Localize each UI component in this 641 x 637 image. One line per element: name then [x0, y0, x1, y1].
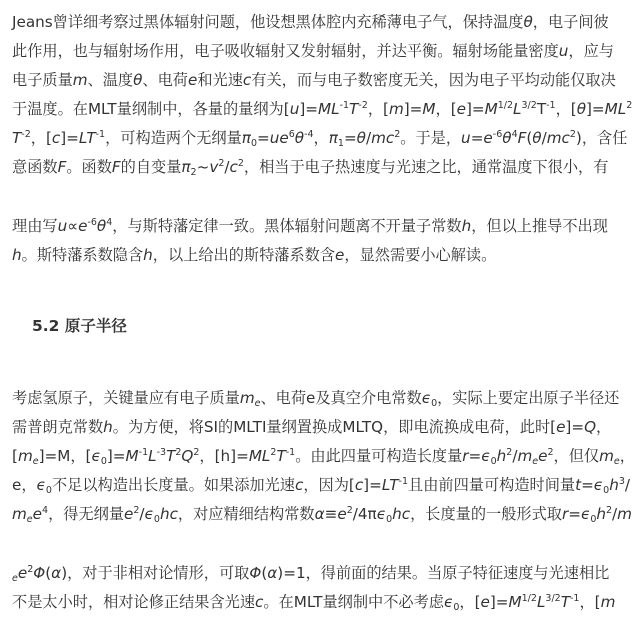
paragraph-2-line-6: $_ee^2\Phi(\alpha)$，对于非相对论情形，可取Φ(α)=1，得前面的结果。当原子特征速度与光速相比 [12, 564, 610, 584]
paragraph-2-line-2: 需普朗克常数h。为方便，将SI的MLTI量纲置换成MLTQ，即电流换成电荷，此时[e]=Q， [12, 418, 612, 436]
paragraph-2-line-7: 不是太小时，相对论修正结果含光速c。在MLT量纲制中不必考虑$\epsilon_0$，$[e]=M^{1/2}L^{3/2}T^{-1}$，[m [12, 593, 616, 613]
paragraph-1-line-4: 于温度。在MLT量纲制中，各量的量纲为$[u]=ML^{-1}T^{-2}$，[m]=M，$[e]=M^{1/2}L^{3/2}T^{-1}$，$[\theta]=ML^2$ [12, 100, 633, 118]
paragraph-2-line-4: e，$\epsilon_0$不足以构造出长度量。如果添加光速c，因为$[c]=LT^{-1}$且由前四量可构造时间量$t=\epsilon_0h^3/$ [12, 476, 631, 496]
paragraph-1-line-1: Jeans曾详细考察过黑体辐射问题，他设想黑体腔内充稀薄电子气，保持温度θ，电子间彼 [12, 13, 609, 31]
paragraph-1-line-5: $T^{-2}$，$[c]=LT^{-1}$，可构造两个无纲量$\pi_0=ue^6\theta^{-4}$，$\pi_1=\theta/mc^2$。于是，$u=e^{-6}\theta^4F(\theta/mc^2)$，含任 [12, 129, 628, 149]
paragraph-2-line-1: 考虑氢原子，关键量应有电子质量$m_e$、电荷e及真空介电常数$\epsilon_0$，实际上要定出原子半径还 [12, 389, 620, 409]
section-heading: 5.2 原子半径 [32, 317, 127, 335]
paragraph-1-line-3: 电子质量m、温度θ、电荷e和光速c有关，而与电子数密度无关，因为电子平均动能仅取决 [12, 71, 616, 89]
paragraph-1-line-7: 理由写$u\propto e^{-6}\theta^4$，与斯特藩定律一致。黑体辐射问题离不开量子常数h，但以上推导不出现 [12, 217, 608, 235]
paragraph-2-line-5: $m_ee^4$，得无纲量$e^2/\epsilon_0hc$，对应精细结构常数$\alpha\equiv e^2/4\pi\epsilon_0hc$，长度量的一般形式取$r=\epsilon_0h^2/m$ [12, 505, 632, 525]
paragraph-1-line-8: h。斯特藩系数隐含h，以上给出的斯特藩系数含e，显然需要小心解读。 [12, 246, 497, 264]
paragraph-2-line-3: $[m_e]=M$，$[\epsilon_0]=M^{-1}L^{-3}T^2Q^2$，$[h]=ML^2T^{-1}$。由此四量可构造长度量$r=\epsilon_0h^2/m_ee^2$，但仅$m_e$， [12, 447, 635, 467]
paragraph-1-line-6: 意函数F。函数F的自变量$\pi_2\sim v^2/c^2$，相当于电子热速度与光速之比，通常温度下很小，有 [12, 158, 609, 178]
paragraph-1-line-2: 此作用，也与辐射场作用，电子吸收辐射又发射辐射，并达平衡。辐射场能量密度u，应与 [12, 42, 614, 60]
